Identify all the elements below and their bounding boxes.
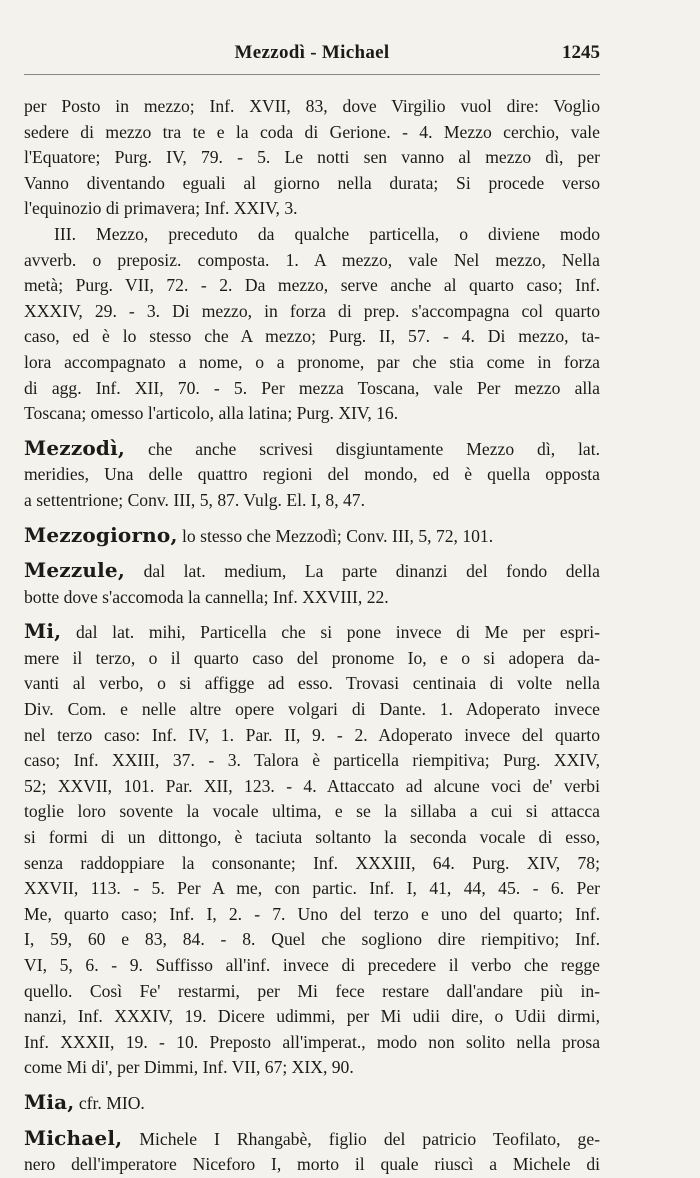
text-line: mere il terzo, o il quarto caso del pronome Io, e o si adopera da- bbox=[24, 647, 600, 668]
text-line: caso, ed è lo stesso che A mezzo; Purg. II, 57. - 4. Di mezzo, ta- bbox=[24, 326, 600, 347]
text-line: I, 59, 60 e 83, 84. - 8. Quel che sogliono dire riempitivo; Inf. bbox=[24, 929, 600, 950]
text-line: metà; Purg. VII, 72. - 2. Da mezzo, serve anche al quarto caso; Inf. bbox=[24, 275, 600, 296]
text-line: Div. Com. e nelle altre opere volgari di Dante. 1. Adoperato invece bbox=[24, 699, 600, 720]
running-header bbox=[24, 42, 600, 70]
text-line: cfr. MIO. bbox=[78, 1092, 145, 1113]
text-line: senza raddoppiare la consonante; Inf. XXXIII, 64. Purg. XIV, 78; bbox=[24, 852, 600, 873]
entry-mezzo-section-III bbox=[24, 222, 600, 427]
headword: Mezzodì, bbox=[24, 435, 126, 460]
entry-mi bbox=[24, 619, 600, 1081]
text-line: VI, 5, 6. - 9. Suffisso all'inf. invece di precedere il verbo che regge bbox=[24, 955, 600, 975]
text-line: botte dove s'accomoda la cannella; Inf. XXVIII, 22. bbox=[24, 586, 389, 607]
text-line: a settentrione; Conv. III, 5, 87. Vulg. El. I, 8, 47. bbox=[24, 489, 365, 510]
text-line: nanzi, Inf. XXXIV, 19. Dicere udimmi, per Mi udii dire, o Udii dirmi, bbox=[24, 1006, 600, 1027]
text-line: Me, quarto caso; Inf. I, 2. - 7. Uno del terzo e uno del quarto; Inf. bbox=[24, 903, 600, 924]
text-line: Michele I Rhangabè, figlio del patricio Teofilato, ge- bbox=[139, 1128, 600, 1149]
headword: Mi, bbox=[24, 619, 62, 644]
text-line: lo stesso che Mezzodì; Conv. III, 5, 72, 101. bbox=[182, 525, 494, 546]
text-line: l'equinozio di primavera; Inf. XXIV, 3. bbox=[24, 198, 298, 219]
entry-mezzogiorno bbox=[24, 523, 600, 550]
text-line: per Posto in mezzo; Inf. XVII, 83, dove Virgilio vuol dire: Voglio bbox=[24, 96, 600, 116]
text-line: caso; Inf. XXIII, 37. - 3. Talora è particella riempitiva; Purg. XXIV, bbox=[24, 750, 600, 771]
text-line: si formi di un dittongo, è taciuta soltanto la seconda vocale di esso, bbox=[24, 827, 600, 848]
entry-mezzule bbox=[24, 558, 600, 610]
text-line: Toscana; omesso l'articolo, alla latina; Purg. XIV, 16. bbox=[24, 403, 399, 424]
text-line: quello. Così Fe' restarmi, per Mi fece restare dall'andare più in- bbox=[24, 980, 600, 1001]
headword: Mezzogiorno, bbox=[24, 522, 178, 547]
text-line: Vanno diventando eguali al giorno nella durata; Si procede verso bbox=[24, 172, 600, 193]
header-rule bbox=[24, 74, 600, 75]
text-line: III. Mezzo, preceduto da qualche particella, o diviene modo bbox=[54, 223, 600, 244]
text-line: 52; XXVII, 101. Par. XII, 123. - 4. Attaccato ad alcune voci de' verbi bbox=[24, 775, 600, 796]
text-line: vanti al verbo, o si affigge ad esso. Trovasi centinaia di volte nella bbox=[24, 673, 600, 694]
text-line: di agg. Inf. XII, 70. - 5. Per mezza Toscana, vale Per mezzo alla bbox=[24, 377, 600, 398]
entry-mezzodi bbox=[24, 436, 600, 514]
text-line: lora accompagnato a nome, o a pronome, par che stia come in forza bbox=[24, 351, 600, 372]
entry-mezzo-continued bbox=[24, 94, 600, 222]
text-line: XXXIV, 29. - 3. Di mezzo, in forza di prep. s'accompagna col quarto bbox=[24, 300, 600, 321]
text-line: che anche scrivesi disgiuntamente Mezzo dì, lat. bbox=[147, 438, 600, 459]
text-line: toglie loro sovente la vocale ultima, e se la sillaba a cui si attacca bbox=[24, 801, 600, 822]
page-number: 1245 bbox=[562, 42, 600, 63]
headword: Mezzule, bbox=[24, 558, 126, 583]
text-line: XXVII, 113. - 5. Per A me, con partic. Inf. I, 41, 44, 45. - 6. Per bbox=[24, 878, 600, 899]
text-line: dal lat. medium, La parte dinanzi del fondo della bbox=[143, 561, 600, 582]
text-line: come Mi di', per Dimmi, Inf. VII, 67; XIX, 90. bbox=[24, 1057, 354, 1078]
entry-michael bbox=[24, 1126, 600, 1178]
running-title: Mezzodì - Michael bbox=[234, 42, 390, 63]
text-line: avverb. o preposiz. composta. 1. A mezzo, vale Nel mezzo, Nella bbox=[24, 249, 600, 270]
text-line: nero dell'imperatore Niceforo I, morto il quale riuscì a Michele di bbox=[24, 1154, 600, 1175]
text-line: meridies, Una delle quattro regioni del mondo, ed è quella opposta bbox=[24, 464, 600, 485]
text-line: sedere di mezzo tra te e la coda di Gerione. - 4. Mezzo cerchio, vale bbox=[24, 121, 600, 142]
text-line: Inf. XXXII, 19. - 10. Preposto all'imperat., modo non solito nella prosa bbox=[24, 1031, 600, 1052]
page-body bbox=[24, 94, 600, 1178]
text-line: l'Equatore; Purg. IV, 79. - 5. Le notti sen vanno al mezzo dì, per bbox=[24, 147, 600, 168]
text-line: nel terzo caso: Inf. IV, 1. Par. II, 9. - 2. Adoperato invece del quarto bbox=[24, 724, 600, 745]
headword: Mia, bbox=[24, 1089, 75, 1114]
headword: Michael, bbox=[24, 1125, 123, 1150]
text-line: dal lat. mihi, Particella che si pone invece di Me per espri- bbox=[76, 622, 600, 643]
